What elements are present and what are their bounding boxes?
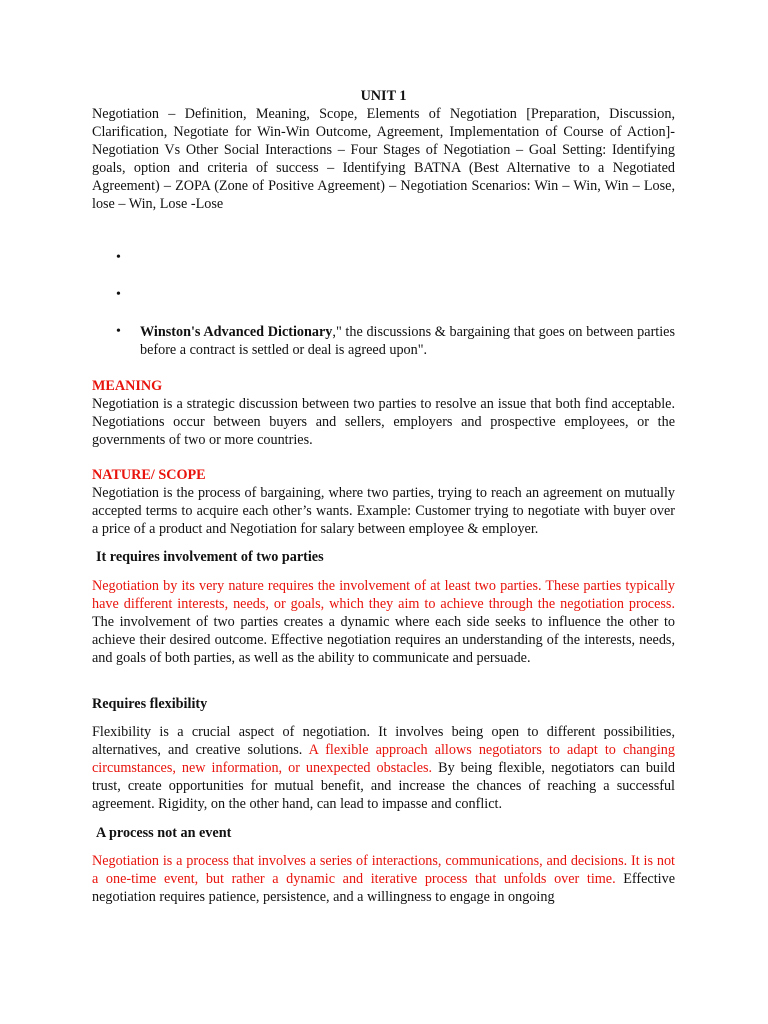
two-parties-rest: The involvement of two parties creates a dynamic where each side seeks to influence the other to achieve their desired outcome. Effective negotiation requires an understanding of the interests, needs, and goals of both parties, as well as the ability to communicate and persuade. bbox=[92, 614, 675, 666]
flexibility-intro: Flexibility is a crucial aspect of negotiation. It involves being open to different possibilities, alternatives, and creative solutions. bbox=[92, 724, 675, 758]
definition-source: Winston's Advanced Dictionary bbox=[140, 324, 333, 340]
definition-text bbox=[140, 323, 675, 359]
unit-title: UNIT 1 bbox=[360, 88, 407, 104]
definition-quote: ," the discussions & bargaining that goes on between parties before a contract is settled or deal is agreed upon". bbox=[140, 324, 675, 358]
unit-syllabus: Negotiation – Definition, Meaning, Scope, Elements of Negotiation [Preparation, Discussion, Clarification, Negotiate for Win-Win Outcome, Agreement, Implementation of Course of Action]-Negotiation Vs Other Social Interactions – Four Stages of Negotiation – Goal Setting: Identifying goals, option and criteria of success – Identifying BATNA (Best Alternative to a Negotiated Agreement) – ZOPA (Zone of Positive Agreement) – Negotiation Scenarios: Win – Win, Win – Lose, lose – Win, Lose -Lose bbox=[92, 106, 675, 212]
bullet-icon: • bbox=[116, 324, 121, 339]
flexibility-body bbox=[92, 723, 675, 813]
two-parties-highlight: Negotiation by its very nature requires the involvement of at least two parties. These parties typically have different interests, needs, or goals, which they aim to achieve through the negotiation process. bbox=[92, 578, 675, 612]
flexibility-highlight: A flexible approach allows negotiators to adapt to changing circumstances, new information, or unexpected obstacles. bbox=[92, 742, 675, 776]
process-highlight: Negotiation is a process that involves a series of interactions, communications, and decisions. It is not a one-time event, but rather a dynamic and iterative process that unfolds over time. bbox=[92, 853, 675, 887]
flexibility-rest: By being flexible, negotiators can build trust, create opportunities for mutual benefit, and increase the chances of reaching a successful agreement. Rigidity, on the other hand, can lead to impasse and conflict. bbox=[92, 760, 675, 812]
meaning-heading: MEANING bbox=[92, 378, 163, 394]
process-body bbox=[92, 852, 675, 906]
process-heading: A process not an event bbox=[96, 825, 232, 841]
two-parties-body bbox=[92, 577, 675, 667]
process-rest: Effective negotiation requires patience, persistence, and a willingness to engage in ongoing bbox=[92, 871, 675, 905]
flexibility-heading: Requires flexibility bbox=[92, 696, 208, 712]
nature-heading: NATURE/ SCOPE bbox=[92, 467, 206, 483]
meaning-body: Negotiation is a strategic discussion between two parties to resolve an issue that both find acceptable. Negotiations occur between buyers and sellers, employers and prospective employees, or the governments of two or more countries. bbox=[92, 396, 675, 448]
bullet-icon: • bbox=[116, 250, 121, 265]
nature-body: Negotiation is the process of bargaining, where two parties, trying to reach an agreement on mutually accepted terms to acquire each other’s wants. Example: Customer trying to negotiate with buyer over a price of a product and Negotiation for salary between employee & employer. bbox=[92, 485, 675, 537]
two-parties-heading: It requires involvement of two parties bbox=[96, 549, 324, 565]
bullet-icon: • bbox=[116, 287, 121, 302]
